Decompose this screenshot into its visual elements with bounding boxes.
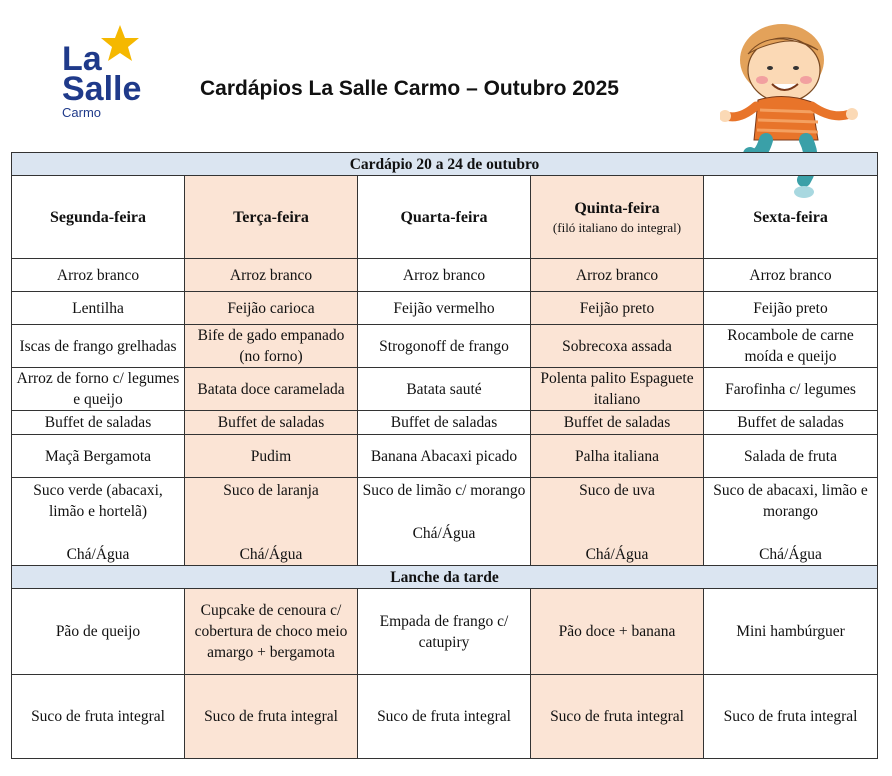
juice-cell: Suco de abacaxi, limão e morango Chá/Água <box>704 478 878 566</box>
day-header-monday: Segunda-feira <box>12 176 185 259</box>
snack-cell: Empada de frango c/ catupiry <box>358 589 531 675</box>
juice-cell: Suco de laranja Chá/Água <box>185 478 358 566</box>
day-header-wednesday: Quarta-feira <box>358 176 531 259</box>
menu-cell: Sobrecoxa assada <box>531 325 704 368</box>
menu-cell: Polenta palito Espaguete italiano <box>531 368 704 411</box>
menu-cell: Buffet de saladas <box>185 411 358 435</box>
snack-cell: Pão de queijo <box>12 589 185 675</box>
juice-cell: Suco verde (abacaxi, limão e hortelã) Chá/Água <box>12 478 185 566</box>
menu-cell: Banana Abacaxi picado <box>358 435 531 478</box>
snack-cell: Suco de fruta integral <box>531 675 704 759</box>
juice-cell: Suco de limão c/ morango Chá/Água <box>358 478 531 566</box>
snack-cell: Suco de fruta integral <box>358 675 531 759</box>
menu-cell: Palha italiana <box>531 435 704 478</box>
logo-word-la: La <box>62 40 102 78</box>
menu-cell: Strogonoff de frango <box>358 325 531 368</box>
day-header-tuesday: Terça-feira <box>185 176 358 259</box>
menu-cell: Arroz de forno c/ legumes e queijo <box>12 368 185 411</box>
menu-cell: Batata sauté <box>358 368 531 411</box>
la-salle-logo <box>62 24 152 120</box>
menu-cell: Feijão carioca <box>185 292 358 325</box>
menu-cell: Buffet de saladas <box>358 411 531 435</box>
logo-word-salle: Salle <box>62 70 142 108</box>
menu-table <box>11 152 878 759</box>
menu-cell: Maçã Bergamota <box>12 435 185 478</box>
menu-cell: Arroz branco <box>185 259 358 292</box>
day-header-thursday: Quinta-feira (filó italiano do integral) <box>531 176 704 259</box>
week-title: Cardápio 20 a 24 de outubro <box>12 153 878 176</box>
page-title: Cardápios La Salle Carmo – Outubro 2025 <box>200 77 619 100</box>
snack-title: Lanche da tarde <box>12 566 878 589</box>
menu-cell: Feijão preto <box>531 292 704 325</box>
logo-word-carmo: Carmo <box>62 105 102 120</box>
snack-cell: Suco de fruta integral <box>704 675 878 759</box>
menu-cell: Rocambole de carne moída e queijo <box>704 325 878 368</box>
menu-cell: Farofinha c/ legumes <box>704 368 878 411</box>
snack-cell: Suco de fruta integral <box>185 675 358 759</box>
menu-cell: Feijão preto <box>704 292 878 325</box>
menu-cell: Iscas de frango grelhadas <box>12 325 185 368</box>
menu-cell: Buffet de saladas <box>531 411 704 435</box>
menu-cell: Batata doce caramelada <box>185 368 358 411</box>
menu-cell: Salada de fruta <box>704 435 878 478</box>
snack-cell: Pão doce + banana <box>531 589 704 675</box>
menu-cell: Arroz branco <box>531 259 704 292</box>
star-icon <box>100 24 140 64</box>
day-header-friday: Sexta-feira <box>704 176 878 259</box>
menu-cell: Bife de gado empanado (no forno) <box>185 325 358 368</box>
menu-cell: Buffet de saladas <box>704 411 878 435</box>
snack-cell: Cupcake de cenoura c/ cobertura de choco meio amargo + bergamota <box>185 589 358 675</box>
menu-cell: Pudim <box>185 435 358 478</box>
snack-cell: Mini hambúrguer <box>704 589 878 675</box>
day-note: (filó italiano do integral) <box>552 219 682 235</box>
menu-cell: Lentilha <box>12 292 185 325</box>
menu-cell: Arroz branco <box>12 259 185 292</box>
juice-cell: Suco de uva Chá/Água <box>531 478 704 566</box>
menu-cell: Buffet de saladas <box>12 411 185 435</box>
menu-cell: Arroz branco <box>358 259 531 292</box>
menu-cell: Arroz branco <box>704 259 878 292</box>
menu-cell: Feijão vermelho <box>358 292 531 325</box>
snack-cell: Suco de fruta integral <box>12 675 185 759</box>
